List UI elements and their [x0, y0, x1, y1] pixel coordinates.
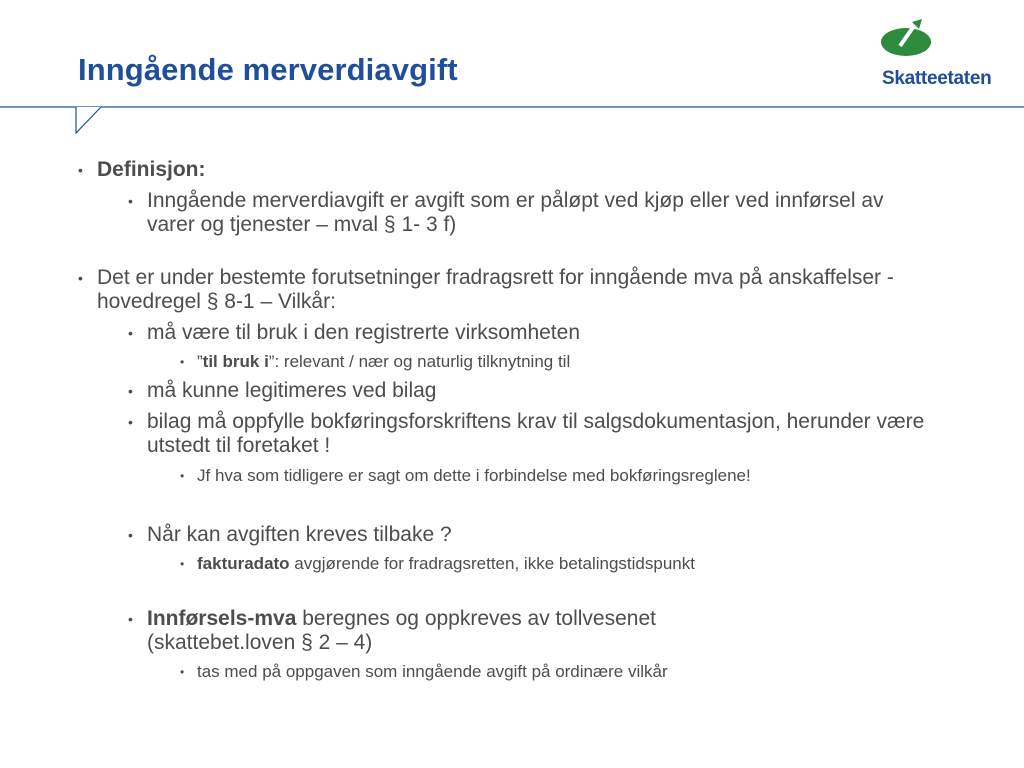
- bullet-dot-icon: •: [128, 193, 133, 209]
- logo-wordmark: Skatteetaten: [882, 68, 992, 89]
- bullet-innforsel: • Innførsels-mva beregnes og oppkreves av tollvesenet (skattebet.loven § 2 – 4): [128, 607, 656, 654]
- bullet-dot-icon: •: [128, 414, 133, 430]
- bullet-fradragsrett: • Det er under bestemte forutsetninger fradragsrett for inngående mva på anskaffelser - hovedregel § 8-1 – Vilkår:: [78, 266, 894, 313]
- bullet-kreves-tilbake: • Når kan avgiften kreves tilbake ?: [128, 523, 452, 546]
- slide-title: Inngående merverdiavgift: [78, 52, 458, 87]
- bullet-dot-icon: •: [128, 325, 133, 341]
- bullet-vilkar-bruk: • må være til bruk i den registrerte virksomheten: [128, 321, 580, 344]
- bullet-dot-icon: •: [180, 469, 185, 483]
- bullet-jf-bokforing: • Jf hva som tidligere er sagt om dette i forbindelse med bokføringsreglene!: [180, 466, 751, 485]
- bullet-til-bruk: • ”til bruk i”: relevant / nær og naturlig tilknytning til: [180, 352, 571, 371]
- bullet-dot-icon: •: [128, 383, 133, 399]
- bullet-dot-icon: •: [128, 611, 133, 627]
- bullet-dot-icon: •: [180, 665, 185, 679]
- bullet-dot-icon: •: [180, 557, 185, 571]
- bullet-fakturadato: • fakturadato avgjørende for fradragsretten, ikke betalingstidspunkt: [180, 554, 695, 573]
- bullet-dot-icon: •: [128, 527, 133, 543]
- bullet-definisjon-sub: • Inngående merverdiavgift er avgift som er påløpt ved kjøp eller ved innførsel av varer og tjenester – mval § 1- 3 f): [128, 189, 884, 236]
- bullet-definisjon: • Definisjon:: [78, 158, 206, 181]
- bullet-dot-icon: •: [78, 270, 83, 286]
- bullet-vilkar-krav: • bilag må oppfylle bokføringsforskriftens krav til salgsdokumentasjon, herunder være utstedt til foretaket !: [128, 410, 925, 457]
- bullet-dot-icon: •: [180, 355, 185, 369]
- bullet-vilkar-bilag: • må kunne legitimeres ved bilag: [128, 379, 437, 402]
- bullet-dot-icon: •: [78, 162, 83, 178]
- bullet-tas-med: • tas med på oppgaven som inngående avgift på ordinære vilkår: [180, 662, 668, 681]
